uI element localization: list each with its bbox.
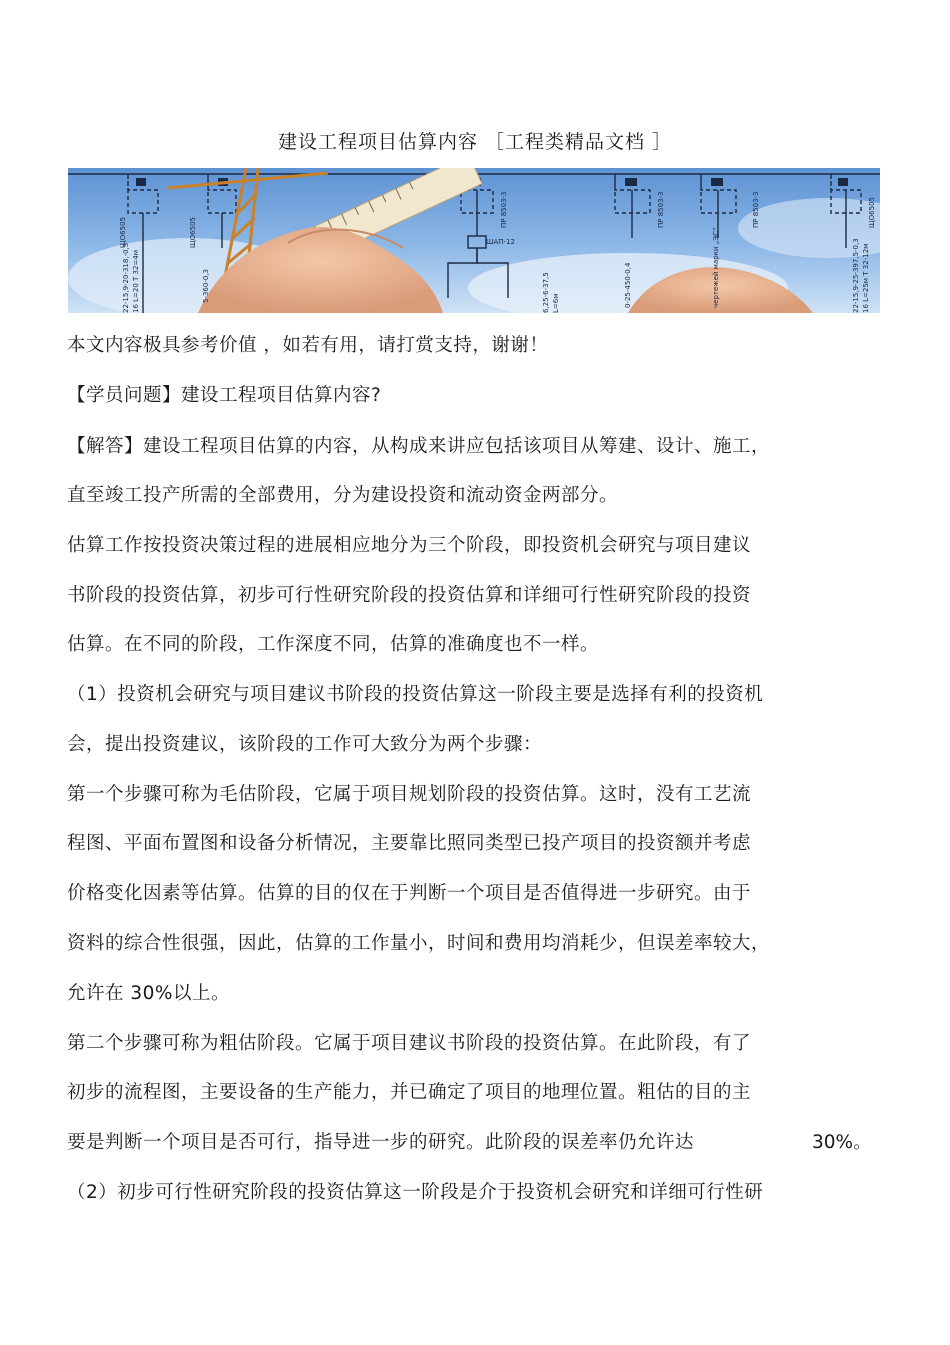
banner-label: L=6м	[552, 293, 560, 313]
banner-label: ШАП-12	[486, 238, 515, 246]
body-line: 直至竣工投产所需的全部费用，分为建设投资和流动资金两部分。	[67, 485, 619, 506]
body-line: 程图、平面布置图和设备分析情况，主要靠比照同类型已投产项目的投资额并考虑	[67, 833, 752, 854]
construction-banner-image	[68, 168, 880, 313]
banner-label: 5-360-0,3	[202, 269, 210, 303]
banner-label: ПР 8503-3	[752, 191, 760, 228]
body-line: 第一个步骤可称为毛估阶段，它属于项目规划阶段的投资估算。这时，没有工艺流	[67, 784, 752, 805]
body-line: 估算工作按投资决策过程的进展相应地分为三个阶段，即投资机会研究与项目建议	[67, 535, 752, 556]
body-line: 书阶段的投资估算，初步可行性研究阶段的投资估算和详细可行性研究阶段的投资	[67, 585, 752, 606]
body-line: 【解答】建设工程项目估算的内容，从构成来讲应包括该项目从筹建、设计、施工，	[67, 436, 771, 457]
document-title: 建设工程项目估算内容 ［工程类精品文档 ］	[277, 131, 673, 153]
body-line: 价格变化因素等估算。估算的目的仅在于判断一个项目是否值得进一步研究。由于	[67, 883, 752, 904]
body-line: 允许在 30%以上。	[67, 983, 231, 1004]
banner-label: 22-15,9-25-397,5-0,3	[852, 238, 860, 313]
banner-label: 0-25-450-0,4	[624, 262, 632, 308]
banner-label: ЩО6505	[119, 217, 127, 248]
banner-illustration	[68, 168, 880, 313]
body-line: 要是判断一个项目是否可行，指导进一步的研究。此阶段的误差率仍允许达	[67, 1132, 695, 1153]
banner-label: чертежей марки „ЭС“	[712, 227, 720, 308]
error-rate-value: 30%。	[812, 1132, 872, 1153]
question-text: 【学员问题】建设工程项目估算内容?	[67, 385, 382, 406]
banner-label: ЩО6505	[189, 217, 197, 248]
body-line: 估算。在不同的阶段，工作深度不同，估算的准确度也不一样。	[67, 634, 600, 655]
body-line: 资料的综合性很强，因此，估算的工作量小，时间和费用均消耗少，但误差率较大，	[67, 933, 771, 954]
body-line: 第二个步骤可称为粗估阶段。它属于项目建议书阶段的投资估算。在此阶段，有了	[67, 1033, 752, 1054]
banner-label: 6,25-6-37,5	[542, 272, 550, 313]
banner-label: ПР 8503-3	[500, 191, 508, 228]
intro-text: 本文内容极具参考价值 ，如若有用，请打赏支持，谢谢！	[67, 335, 549, 356]
banner-label: ПР 8503-3	[657, 191, 665, 228]
body-line: 会，提出投资建议，该阶段的工作可大致分为两个步骤：	[67, 734, 543, 755]
banner-label: 16 L=25м T 32-12м	[862, 243, 870, 313]
body-line: 初步的流程图，主要设备的生产能力，并已确定了项目的地理位置。粗估的目的主	[67, 1082, 752, 1103]
banner-label: ЩО6505	[868, 197, 876, 228]
body-line: （1）投资机会研究与项目建议书阶段的投资估算这一阶段主要是选择有利的投资机	[67, 684, 764, 705]
banner-label: 16 L=20 T 32=4м	[132, 249, 140, 313]
body-line: （2）初步可行性研究阶段的投资估算这一阶段是介于投资机会研究和详细可行性研	[67, 1182, 764, 1203]
banner-label: 22-15,9-20-318,-0,3	[122, 242, 130, 313]
